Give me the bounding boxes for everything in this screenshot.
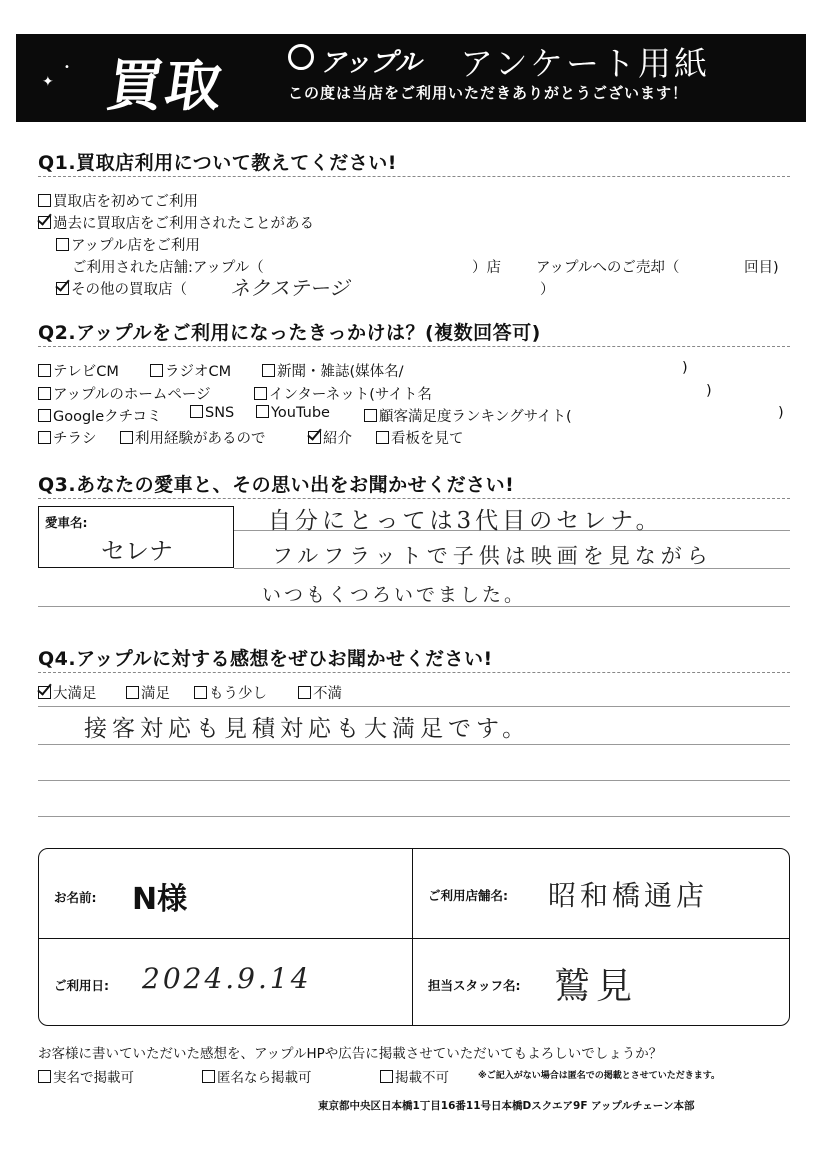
- store-name-label: ご利用店舗名:: [428, 888, 508, 903]
- header-banner: [16, 34, 806, 122]
- q2-title: Q2.アップルをご利用になったきっかけは？(複数回答可): [38, 322, 541, 344]
- publish-option-real-name[interactable]: 実名で掲載可: [38, 1066, 134, 1086]
- q2-option-google[interactable]: Googleクチコミ: [38, 405, 162, 426]
- publish-note: ※ご記入がない場合は匿名での掲載とさせていただきます。: [478, 1071, 721, 1081]
- q1-option-past[interactable]: 過去に買取店をご利用されたことがある: [38, 212, 314, 233]
- checkbox[interactable]: [56, 238, 69, 251]
- checkbox[interactable]: [190, 405, 203, 418]
- car-name-box: [38, 506, 234, 568]
- checkbox[interactable]: [38, 409, 51, 422]
- q1-option-other[interactable]: その他の買取店（: [56, 278, 187, 299]
- q2-option-experience[interactable]: 利用経験があるので: [120, 427, 266, 448]
- q2-option-flyer[interactable]: チラシ: [38, 427, 97, 448]
- hq-address: 東京都中央区日本橋1丁目16番11号日本橋Dスクエア9F アップルチェーン本部: [318, 1100, 695, 1112]
- checkbox-checked[interactable]: [308, 431, 321, 444]
- q4-comment-handwritten[interactable]: 接客対応も見積対応も大満足です。: [84, 716, 531, 742]
- q4-option-unsatisfied[interactable]: 不満: [298, 682, 342, 703]
- answer-line: [38, 816, 790, 817]
- q2-option-signboard[interactable]: 看板を見て: [376, 427, 464, 448]
- checkbox[interactable]: [380, 1070, 393, 1083]
- apple-brand-icon: [288, 44, 314, 70]
- q3-title: Q3.あなたの愛車と、その思い出をお聞かせください!: [38, 474, 515, 496]
- q4-option-little[interactable]: もう少し: [194, 682, 267, 703]
- sparkle-icon: •: [64, 62, 70, 73]
- date-handwritten[interactable]: 2024.9.14: [142, 962, 312, 995]
- divider: [38, 498, 790, 499]
- staff-handwritten[interactable]: 鷲見: [554, 966, 639, 1007]
- divider: [38, 176, 790, 177]
- checkbox[interactable]: [126, 686, 139, 699]
- q2-option-tv[interactable]: テレビCM: [38, 360, 119, 381]
- car-name-label: 愛車名:: [45, 515, 88, 530]
- q2-option-hp[interactable]: アップルのホームページ: [38, 383, 211, 404]
- q1-other-close: ）: [540, 282, 555, 298]
- checkbox[interactable]: [376, 431, 389, 444]
- sparkle-icon: ✦: [42, 74, 54, 90]
- checkbox-checked[interactable]: [38, 216, 51, 229]
- q2-option-youtube[interactable]: YouTube: [256, 405, 330, 421]
- q1-other-store-handwritten: ネクステージ: [230, 276, 349, 300]
- brand-name: アップル: [320, 48, 422, 78]
- checkbox[interactable]: [256, 405, 269, 418]
- q1-option-apple[interactable]: アップル店をご利用: [56, 234, 200, 255]
- table-divider: [38, 938, 790, 939]
- q2-close-paren: ): [682, 360, 688, 376]
- answer-line: [38, 744, 790, 745]
- checkbox[interactable]: [38, 1070, 51, 1083]
- publish-option-anonymous[interactable]: 匿名なら掲載可: [202, 1066, 312, 1086]
- checkbox[interactable]: [202, 1070, 215, 1083]
- staff-label: 担当スタッフ名:: [428, 978, 521, 993]
- q1-count-label: アップルへのご売却（: [536, 260, 680, 276]
- q3-memory-line-2[interactable]: フルフラットで子供は映画を見ながら: [272, 544, 713, 568]
- q2-option-sns[interactable]: SNS: [190, 405, 234, 421]
- form-title: アンケート用紙: [460, 44, 711, 83]
- checkbox[interactable]: [38, 387, 51, 400]
- checkbox[interactable]: [120, 431, 133, 444]
- q2-option-internet[interactable]: インターネット(サイト名: [254, 383, 432, 404]
- answer-line: [38, 780, 790, 781]
- date-label: ご利用日:: [54, 978, 109, 993]
- answer-line: [38, 706, 790, 707]
- q1-store-label: ご利用された店舗:アップル（: [72, 260, 264, 276]
- table-divider: [412, 848, 413, 1026]
- q4-option-very-satisfied[interactable]: 大満足: [38, 682, 97, 703]
- divider: [38, 346, 790, 347]
- q2-close-paren: ): [778, 405, 784, 421]
- checkbox[interactable]: [38, 431, 51, 444]
- checkbox[interactable]: [194, 686, 207, 699]
- divider: [38, 672, 790, 673]
- q2-option-news[interactable]: 新聞・雑誌(媒体名/: [262, 360, 404, 381]
- checkbox[interactable]: [38, 194, 51, 207]
- q4-option-satisfied[interactable]: 満足: [126, 682, 170, 703]
- q4-title: Q4.アップルに対する感想をぜひお聞かせください!: [38, 648, 493, 670]
- q2-close-paren: ): [706, 383, 712, 399]
- checkbox[interactable]: [298, 686, 311, 699]
- publish-question: お客様に書いていただいた感想を、アップルHPや広告に掲載させていただいてもよろしいでしょうか？: [38, 1046, 663, 1062]
- checkbox[interactable]: [364, 409, 377, 422]
- q1-option-first[interactable]: 買取店を初めてご利用: [38, 190, 198, 211]
- q1-count-suffix: 回目): [744, 260, 779, 276]
- q2-option-radio[interactable]: ラジオCM: [150, 360, 231, 381]
- thanks-message: この度は当店をご利用いただきありがとうございます！: [288, 84, 689, 102]
- q1-title: Q1.買取店利用について教えてください!: [38, 152, 397, 174]
- q2-option-ranking[interactable]: 顧客満足度ランキングサイト(: [364, 405, 572, 426]
- name-label: お名前:: [54, 890, 97, 905]
- checkbox[interactable]: [254, 387, 267, 400]
- kaitori-logo-text: 買取: [102, 54, 228, 119]
- checkbox[interactable]: [38, 364, 51, 377]
- publish-option-not-allowed[interactable]: 掲載不可: [380, 1066, 449, 1086]
- car-name-handwritten[interactable]: セレナ: [101, 537, 173, 565]
- q2-option-referral[interactable]: 紹介: [308, 427, 352, 448]
- q1-store-suffix: ）店: [472, 260, 501, 276]
- name-value[interactable]: N様: [132, 882, 188, 917]
- checkbox[interactable]: [150, 364, 163, 377]
- store-name-handwritten[interactable]: 昭和橋通店: [548, 879, 709, 912]
- checkbox-checked[interactable]: [56, 282, 69, 295]
- q3-memory-line-3[interactable]: いつもくつろいでました。: [262, 584, 527, 606]
- q3-memory-line-1[interactable]: 自分にとっては3代目のセレナ。: [268, 508, 663, 534]
- checkbox-checked[interactable]: [38, 686, 51, 699]
- checkbox[interactable]: [262, 364, 275, 377]
